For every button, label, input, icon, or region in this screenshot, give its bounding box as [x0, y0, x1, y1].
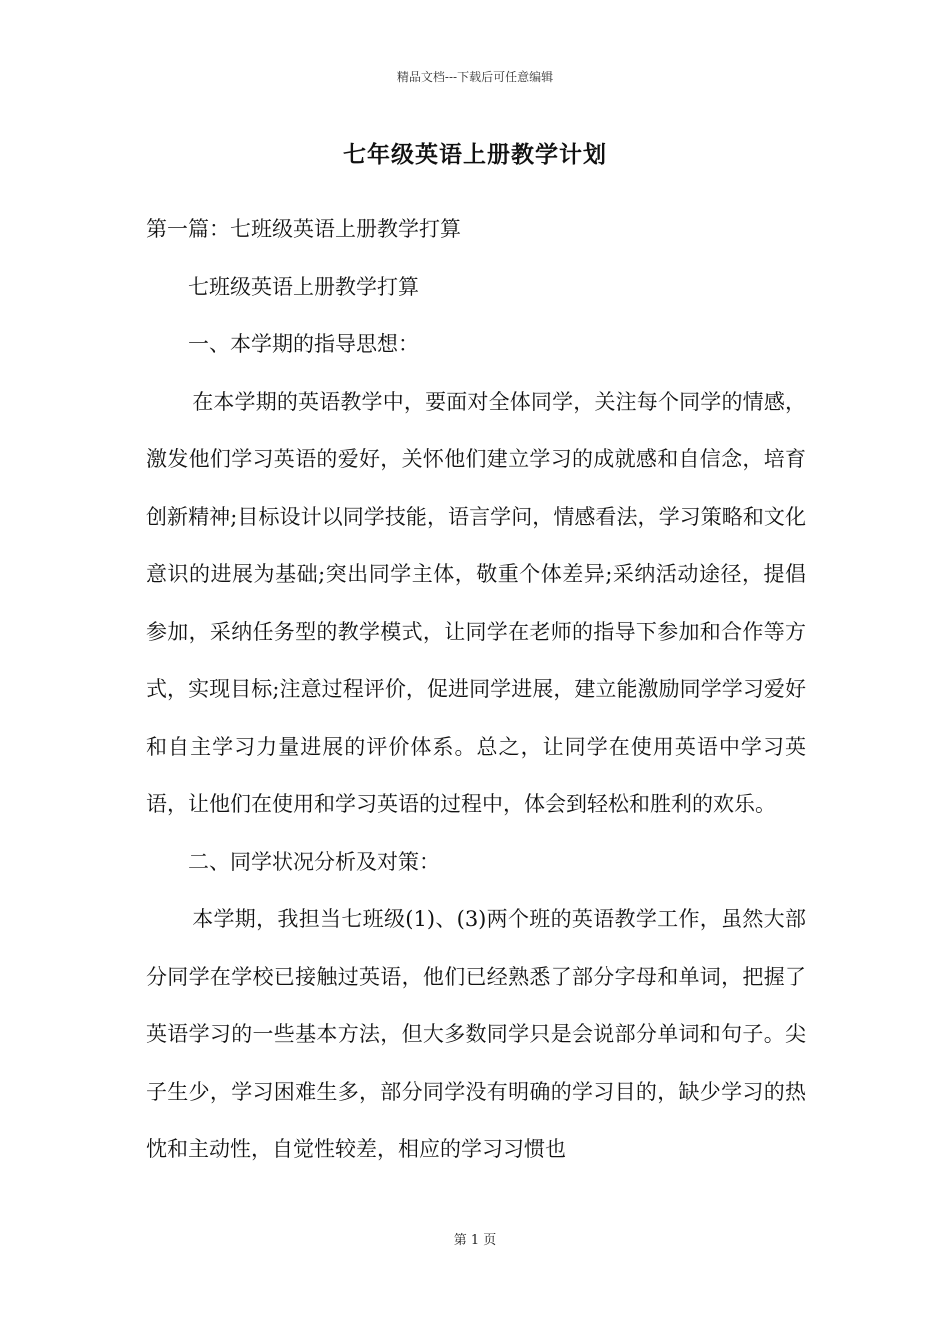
section-heading-1: 一、本学期的指导思想：: [188, 332, 419, 356]
page-number: 第 1 页: [453, 1233, 497, 1248]
chapter-heading: 第一篇：七班级英语上册教学打算: [146, 217, 461, 241]
section-heading-2: 二、同学状况分析及对策：: [188, 849, 440, 874]
document-body: [146, 201, 806, 1179]
section-paragraph-2: 本学期，我担当七班级(1)、(3)两个班的英语教学工作，虽然大部分同学在学校已接触过英语，他们已经熟悉了部分字母和单词，把握了英语学习的一些基本方法，但大多数同学只是会说部分单词和句子。尖子生少，学习困难生多，部分同学没有明确的学习目的，缺少学习的热忱和主动性，自觉性较差，相应的学习习惯也: [146, 907, 806, 1161]
document-title: 七年级英语上册教学计划: [343, 141, 607, 168]
page-header: 精品文档---下载后可任意编辑: [396, 70, 554, 84]
subtitle: 七班级英语上册教学打算: [188, 274, 419, 299]
section-paragraph-1: 在本学期的英语教学中，要面对全体同学，关注每个同学的情感，激发他们学习英语的爱好，关怀他们建立学习的成就感和自信念，培育创新精神;目标设计以同学技能，语言学问，情感看法，学习策略和文化意识的进展为基础;突出同学主体，敬重个体差异;采纳活动途径，提倡参加，采纳任务型的教学模式，让同学在老师的指导下参加和合作等方式，实现目标;注意过程评价，促进同学进展，建立能激励同学学习爱好和自主学习力量进展的评价体系。总之，让同学在使用英语中学习英语，让他们在使用和学习英语的过程中，体会到轻松和胜利的欢乐。: [146, 389, 806, 816]
